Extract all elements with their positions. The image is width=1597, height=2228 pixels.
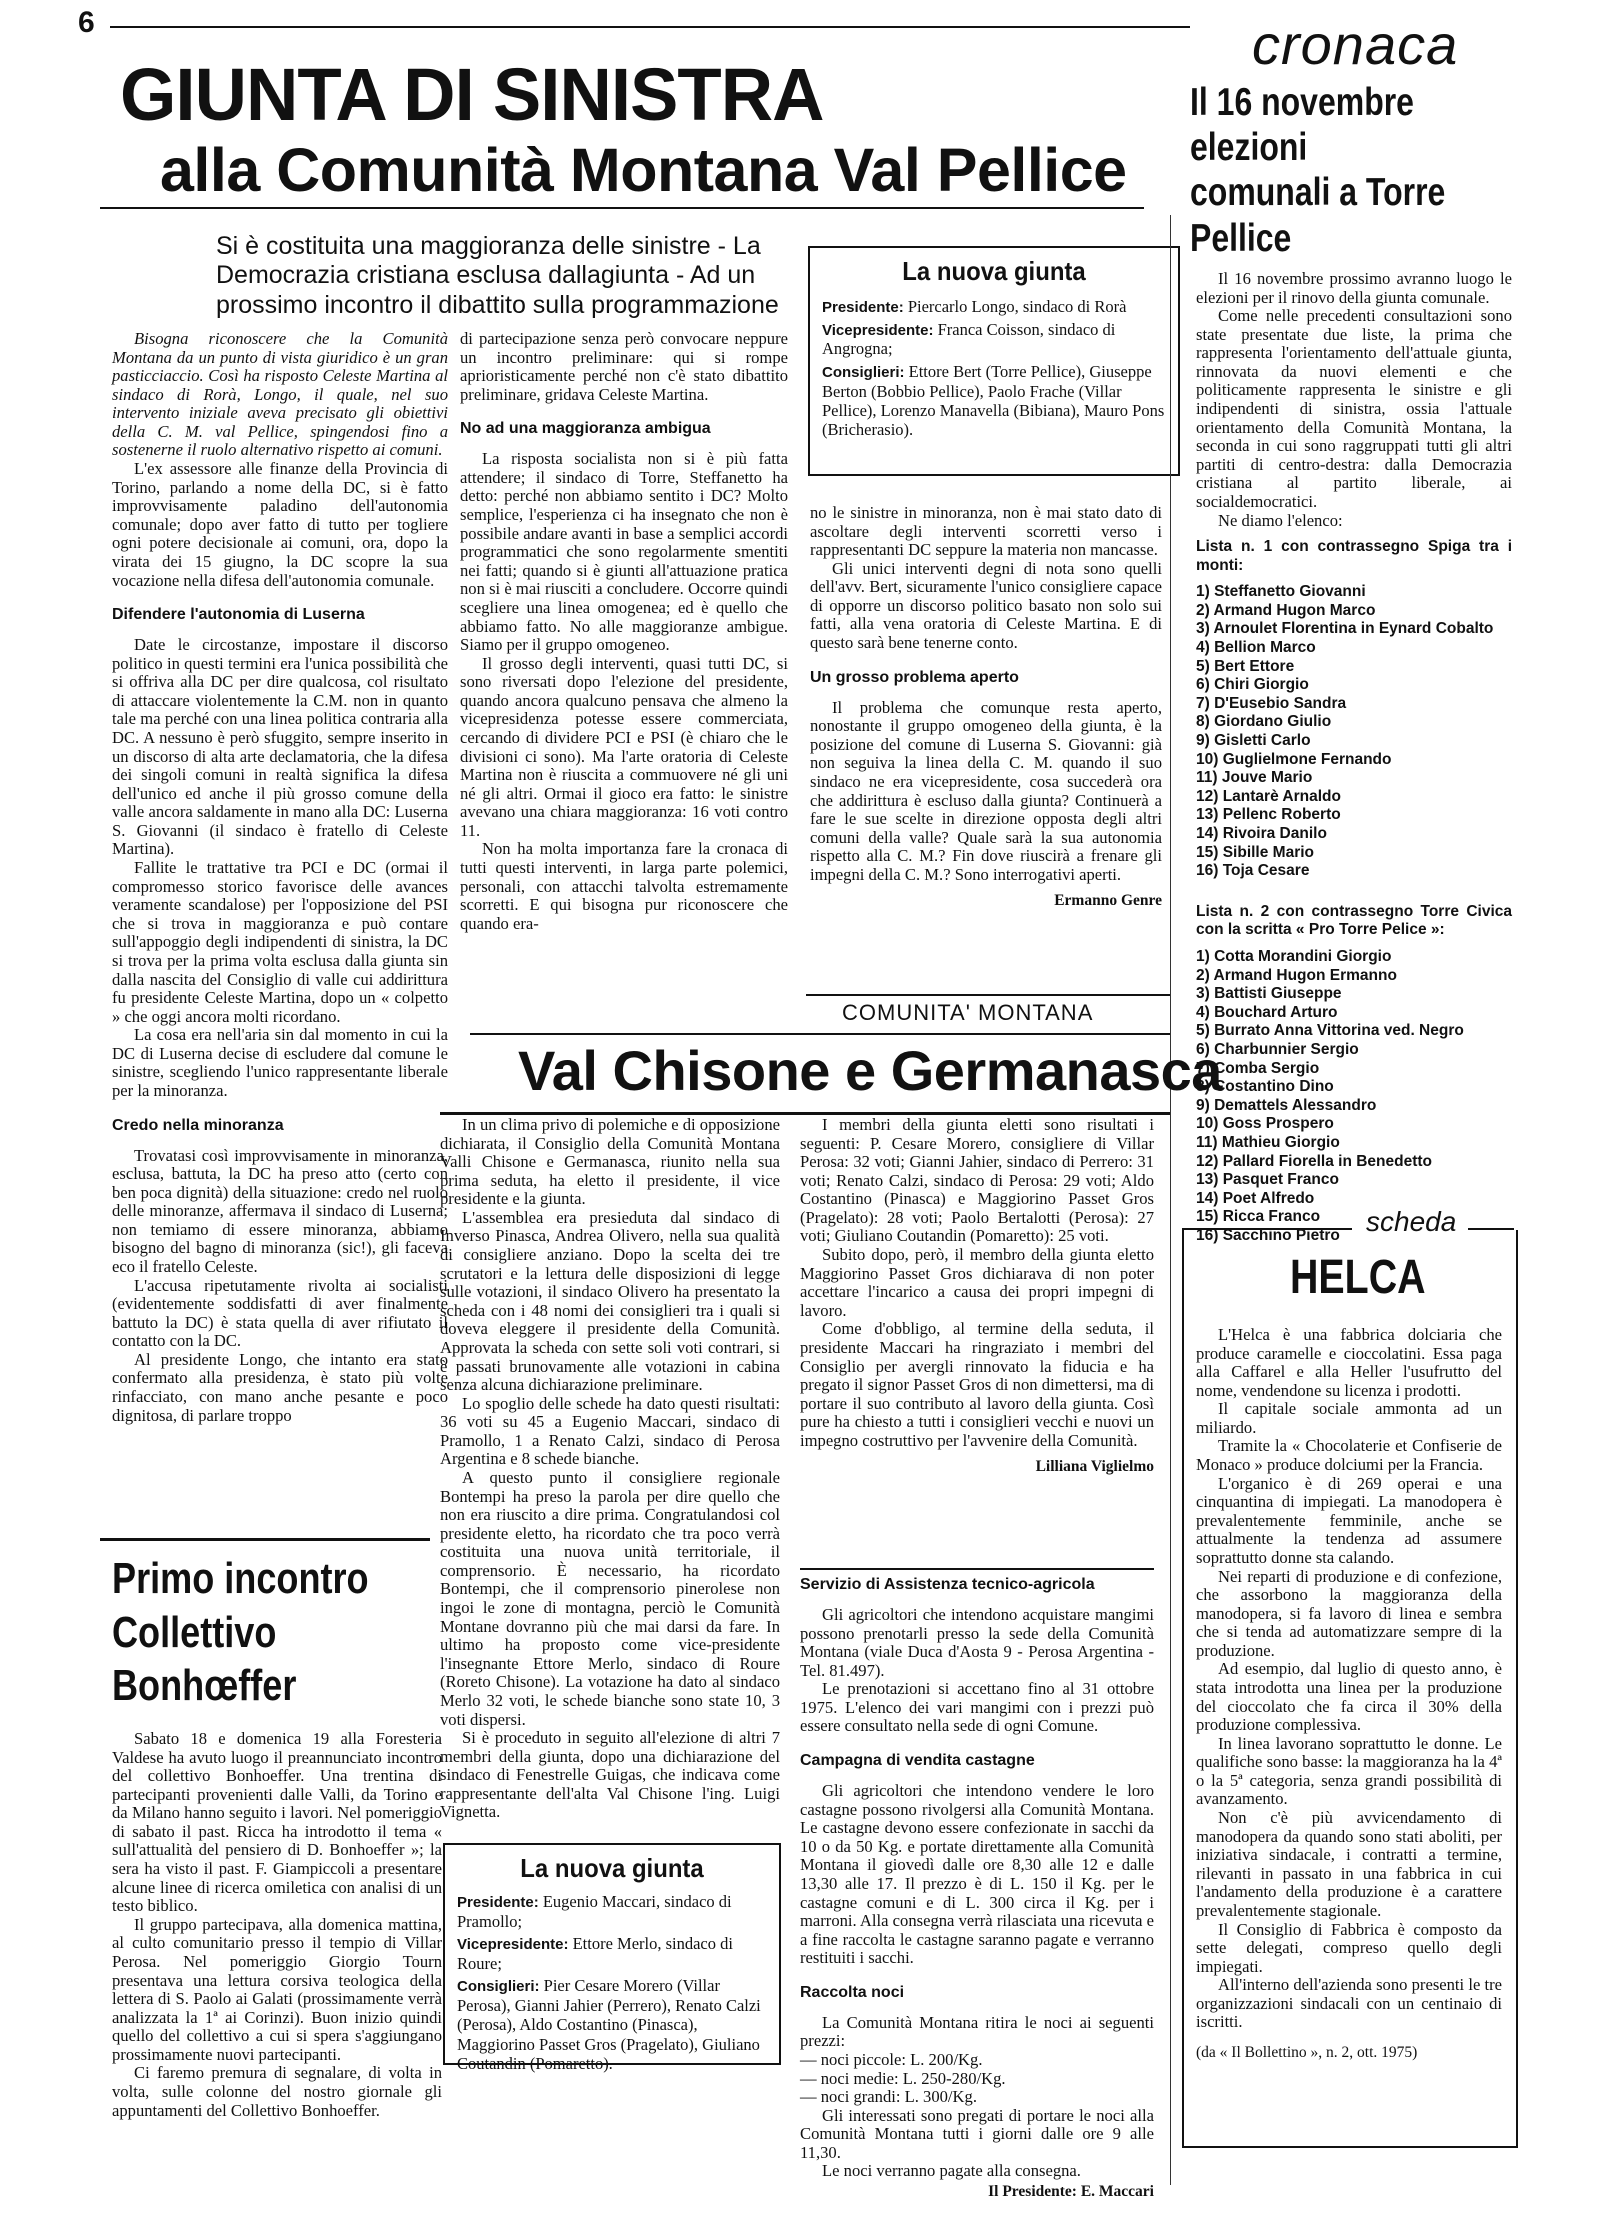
page-number: 6	[78, 6, 95, 39]
paragraph: Il 16 novembre prossimo avranno luogo le elezioni per il rinovo della giunta comunale.	[1196, 269, 1512, 307]
list-item: 2) Armand Hugon Ermanno	[1196, 966, 1397, 984]
helca-headline: HELCA	[1290, 1251, 1426, 1304]
list-1	[1196, 583, 1512, 881]
list-item: 6) Chiri Giorgio	[1196, 676, 1309, 694]
label: Presidente:	[457, 1894, 539, 1911]
value: Piercarlo Longo, sindaco di Rorà	[907, 297, 1127, 316]
subhead: Servizio di Assistenza tecnico-agricola	[800, 1576, 1095, 1593]
paragraph: Il grosso degli interventi, quasi tutti DC, si sono riversati dopo l'elezione del presidente, quando ancora qualcuno pensava che almeno la vicepresidenza potesse essere commerciata, cercando di dividere PCI e PSI (è chiaro che le divisioni ci sono). Ma l'arte oratoria di Celeste Martina non è riuscita a commuovere né gli uni né gli altri. Ormai il gioco era fatto: le sinistre avevano una chiara maggioranza: 16 voti contro 11.	[460, 653, 788, 840]
paragraph: no le sinistre in minoranza, non è mai stato dato di ascoltare degli interventi scorretti verso i rappresentanti DC seppure la materia non mancasse.	[810, 503, 1162, 560]
list-item: 11) Jouve Mario	[1196, 769, 1313, 787]
list-item: 15) Ricca Franco	[1196, 1208, 1321, 1226]
subhead: Difendere l'autonomia di Luserna	[112, 606, 365, 624]
paragraph: A questo punto il consigliere regionale Bontempi ha preso la parola per dire quello che non era riuscito a dire prima. Congratulandosi col presidente eletto, ha ricordato che tra poco verrà costituita una nuova unità territoriale, il comprensorio. È necessario, ha ricordato Bontempi, che il comprensorio pinerolese non ingoi le zone di montagna, perciò le Comunità Montane dovranno più che mai darsi da fare. In ultimo ha proposto come vice-presidente l'insegnante Ettore Merlo, sindaco di Roure (Roreto Chisone). La votazione ha dato al sindaco Merlo 32 voti, le schede bianche sono state 10, 3 voti dispersi.	[440, 1467, 780, 1729]
paragraph: Lo spoglio delle schede ha dato questi risultati: 36 voti su 45 a Eugenio Maccari, sindaco di Pramollo, 1 a Renato Calzi, sindaco di Perosa Argentina e 8 schede bianche.	[440, 1393, 780, 1469]
list-item: 14) Poet Alfredo	[1196, 1189, 1315, 1207]
list-item: 2) Armand Hugon Marco	[1196, 601, 1376, 619]
list-item: 11) Mathieu Giorgio	[1196, 1133, 1340, 1151]
paragraph: Il capitale sociale ammonta ad un miliardo.	[1196, 1399, 1502, 1437]
paragraph: Gli agricoltori che intendono acquistare mangimi possono prenotarli presso la sede della Comunità Montana (viale Duca d'Aosta 9 - Perosa Argentina - Tel. 81.497).	[800, 1605, 1154, 1680]
paragraph: Tramite la « Chocolaterie et Confiserie de Monaco » produce dolciumi per la Francia.	[1196, 1436, 1502, 1475]
paragraph: Gli interessati sono pregati di portare le noci alla Comunità Montana tutti i giorni dalle ore 9 alle 11,30.	[800, 2105, 1154, 2162]
label: Vicepresidente:	[457, 1936, 569, 1954]
paragraph: Gli unici interventi degni di nota sono quelli dell'avv. Bert, sicuramente l'unico consigliere capace di opporre un discorso politico basato non solo sui fatti, alla vena oratoria di Celeste Martina. E di questo sarà bene tenerne conto.	[810, 558, 1162, 653]
box-title: La nuova giunta	[902, 256, 1086, 286]
scheda-column	[1196, 1326, 1502, 2061]
list-item: 8) Costantino Dino	[1196, 1078, 1334, 1096]
paragraph: Come nelle precedenti consultazioni sono state presentate due liste, la prima che rappresenta l'orientamento dell'attuale giunta, rinnovata da nuovi elementi e che politicamente rappresenta le sinistre e gli indipendenti di sinistra, ossia l'attuale orientamento della Comunità Montana, la seconda in cui sono raggruppati tutti gli altri partiti di centro-destra: dalla Democrazia cristiana al partito liberale, ai socialdemocratici.	[1196, 306, 1512, 511]
list-1-title: Lista n. 1 con contrassegno Spiga tra i monti:	[1196, 538, 1512, 574]
giunta-box-pellice	[808, 246, 1180, 476]
paragraph: L'ex assessore alle finanze della Provincia di Torino, parlando a nome della DC, si è fatto improvvisamente paladino dell'autonomia comunale; dopo aver fatto di tutto per togliere ogni potere decisionale ai comuni, ora, dopo la virata dei 15 giugno, la DC scopre la sua vocazione nella difesa dell'autonomia comunale.	[112, 459, 448, 590]
main-column-1	[112, 330, 448, 1425]
paragraph: Nei reparti di produzione e di confezione, che assorbono la maggioranza della manodopera, si fa lavoro di linea e sembra che si tenda ad automatizzare sempre di la produzione.	[1196, 1566, 1502, 1660]
paragraph: Al presidente Longo, che intanto era stato confermato alla presidenza, è stato più volte rinfacciato, con mano anche pesante e poco dignitosa, di parlare troppo	[112, 1349, 448, 1425]
paragraph: In un clima privo di polemiche e di opposizione dichiarata, il Consiglio della Comunità Montana Valli Chisone e Germanasca, riunito nella sua prima seduta, ha eletto il presidente, il vice presidente e la giunta.	[440, 1115, 780, 1209]
giunta-box-chisone	[443, 1843, 781, 2074]
list-item: 4) Bellion Marco	[1196, 639, 1316, 657]
paragraph: Le noci verranno pagate alla consegna.	[822, 2161, 1081, 2181]
chisone-headline: Val Chisone e Germanasca	[518, 1039, 1222, 1102]
chisone-rule	[806, 994, 1170, 996]
list-item: 16) Sacchino Pietro	[1196, 1226, 1340, 1244]
list-item: 9) Gisletti Carlo	[1196, 732, 1311, 750]
servizio-rule	[800, 1568, 1154, 1570]
list-item: 15) Sibille Mario	[1196, 843, 1315, 861]
label: Presidente:	[822, 299, 904, 316]
list-item: 7) D'Eusebio Sandra	[1196, 694, 1347, 712]
byline: Ermanno Genre	[1054, 892, 1162, 910]
box-title: La nuova giunta	[520, 1853, 704, 1883]
paragraph: Fallite le trattative tra PCI e DC (ormai il compromesso storico favorisce delle avances veramente scandalose) per l'opposizione del PSI che si trova in maggioranza e può contare sull'appoggio degli indipendenti di sinistra, la DC si trova per la prima volta esclusa dalla giunta sin dalla nascita del Consiglio di valle cui addirittura fu presidente Celeste Martina, dopo un « colpetto » che oggi ancora molti ricordano.	[112, 858, 448, 1026]
paragraph: Il Consiglio di Fabbrica è composto da sette delegati, compreso quello degli impiegati.	[1196, 1919, 1502, 1976]
paragraph: Si è proceduto in seguito all'elezione di altri 7 membri della giunta, dopo una dichiarazione del sindaco di Fenestrelle Guigas, che indicava come rappresentante dell'alta Val Chisone l'ing. Luigi Vignetta.	[440, 1728, 780, 1822]
list-item: 10) Guglielmone Fernando	[1196, 750, 1392, 768]
list-item: 13) Pasquet Franco	[1196, 1171, 1339, 1189]
value: Eugenio Maccari, sindaco di Pramollo;	[457, 1892, 732, 1931]
main-column-3	[810, 504, 1162, 910]
list-item: 10) Goss Prospero	[1196, 1115, 1334, 1133]
chisone-column-1	[440, 1116, 780, 1822]
list-item: 5) Bert Ettore	[1196, 657, 1295, 675]
scheda-rule-left	[1182, 1228, 1352, 1230]
servizio-column	[800, 1576, 1154, 2201]
chisone-kicker: COMUNITA' MONTANA	[842, 1000, 1094, 1025]
list-2-title: Lista n. 2 con contrassegno Torre Civica con la scritta « Pro Torre Pelice »:	[1196, 902, 1512, 939]
paragraph: La cosa era nell'aria sin dal momento in cui la DC di Luserna decise di escludere dal comune le sinistre, scegliendo l'unico rappresentante liberale per la minoranza.	[112, 1025, 448, 1100]
chisone-rule-2	[470, 1033, 1170, 1035]
subhead: Un grosso problema aperto	[810, 668, 1019, 686]
paragraph: Non ha molta importanza fare la cronaca di tutti questi interventi, in larga parte polemici, personali, con attacchi talvolta estremamente scorretti. E qui bisogna pur riconoscere che quando era-	[460, 839, 788, 933]
paragraph: Date le circostanze, impostare il discorso politico in questi termini era l'unica possibilità che si offriva alla DC per dire qualcosa, col risultato di attaccare violentemente la C.M. non in quanto tale ma perché con una linea politica contraria alla DC. A nessuno è però sfuggito, sempre inserito in un discorso di alta arte declamatoria, che la difesa dei singoli comuni in realtà significa la difesa dell'unico ed anche il più grosso comune della valle ancora saldamente in mano alla DC: Luserna S. Giovanni (il sindaco è fratello di Celeste Martina).	[112, 635, 448, 859]
value: Pier Cesare Morero (Villar Perosa), Gianni Jahier (Perrero), Renato Calzi (Perosa), Aldo Costantino (Pinasca), Maggiorino Passet Gros (Pragelato), Giuliano Coutandin (Pomaretto).	[457, 1976, 761, 2074]
value: Ettore Bert (Torre Pellice), Giuseppe Berton (Bobbio Pellice), Paolo Frache (Villar Pellice), Lorenzo Manavella (Bibiana), Mauro Pons (Bricherasio).	[822, 361, 1165, 440]
list-item: 12) Pallard Fiorella in Benedetto	[1196, 1152, 1433, 1170]
scheda-rule-right	[1468, 1228, 1514, 1230]
list-item: 8) Giordano Giulio	[1196, 713, 1332, 731]
paragraph: Le prenotazioni si accettano fino al 31 ottobre 1975. L'elenco dei vari mangimi con i prezzi può essere consultato nella sede di ogni Comune.	[800, 1679, 1154, 1736]
list-item: 6) Charbunnier Sergio	[1196, 1040, 1359, 1058]
paragraph: Come d'obbligo, al termine della seduta, il presidente Maccari ha ringraziato i membri del Consiglio per avergli rinnovato la fiducia e ha pregato il signor Passet Gros di non dimettersi, ma di portare il suo contributo al lavoro della giunta. Così pure ha chiesto a tutti i consiglieri vecchi e nuovi un impegno costruttivo per l'avvenire della Comunità.	[800, 1319, 1154, 1450]
paragraph: Ne diamo l'elenco:	[1218, 510, 1343, 530]
paragraph: All'interno dell'azienda sono presenti le tre organizzazioni sindacali con un centinaio di iscritti.	[1196, 1975, 1502, 2032]
list-item: 9) Demattels Alessandro	[1196, 1096, 1377, 1114]
source-note: (da « Il Bollettino », n. 2, ott. 1975)	[1196, 2043, 1418, 2061]
paragraph: Ad esempio, dal luglio di questo anno, è stata introdotta una linea per la produzione del cioccolato che fa circa il 30% della produzione complessiva.	[1196, 1659, 1502, 1735]
subhead: Credo nella minoranza	[112, 1116, 284, 1134]
paragraph: I membri della giunta eletti sono risultati i seguenti: P. Cesare Morero, consigliere di Villar Perosa: 32 voti; Gianni Jahier, sindaco di Perrero: 31 voti; Renato Calzi, sindaco di Perosa: 29 voti; Aldo Costantino (Pinasca) e Maggiorino Passet Gros (Pragelato): 28 voti; Paolo Bertalotti (Perosa): 27 voti; Giuliano Coutandin (Pomaretto): 25 voti.	[800, 1115, 1154, 1246]
bonhoeffer-headline: Primo incontro Collettivo Bonhœffer	[112, 1554, 369, 1711]
list-item: 1) Steffanetto Giovanni	[1196, 583, 1366, 601]
list-item: 13) Pellenc Roberto	[1196, 806, 1341, 824]
paragraph: Subito dopo, però, il membro della giunta eletto Maggiorino Passet Gros dichiarava di non poter accettare l'incarico a causa dei propri impegni di lavoro.	[800, 1245, 1154, 1320]
label: Consiglieri:	[822, 363, 905, 381]
value: Ettore Merlo, sindaco di Roure;	[457, 1934, 733, 1973]
bonhoeffer-column	[112, 1730, 442, 2120]
list-item: 3) Arnoulet Florentina in Eynard Cobalto	[1196, 620, 1494, 638]
subhead: Raccolta noci	[800, 1983, 905, 2001]
label: Vicepresidente:	[822, 321, 934, 339]
paragraph: Sabato 18 e domenica 19 alla Foresteria Valdese ha avuto luogo il preannunciato incontro del collettivo Bonhoeffer. Una trentina di partecipanti provenienti dalle Valli, da Torino e da Milano hanno seguito i lavori. Nel pomeriggio di sabato il past. Ricca ha introdotto il tema « sull'attualità del pensiero di D. Bonhoeffer »; la sera ha visto il past. F. Giampiccoli a presentare alcune linee di ricerca omiletica con analisi di un testo biblico.	[112, 1729, 442, 1916]
list-item: 14) Rivoira Danilo	[1196, 825, 1327, 842]
label: Consiglieri:	[457, 1978, 540, 1996]
column-divider	[1170, 215, 1171, 2185]
paragraph: L'Helca è una fabbrica dolciaria che produce caramelle e cioccolatini. Essa paga alla Caffarel e alla Heller l'usufrutto del nome, vendendone su licenza i prodotti.	[1196, 1325, 1502, 1400]
section-rubric: cronaca	[1252, 13, 1459, 76]
paragraph: L'organico è di 269 operai e una cinquantina di impiegati. La manodopera è prevalentemente femminile, anche se attualmente la tendenza ad assumere soprattutto donne sta calando.	[1196, 1473, 1502, 1567]
list-item: 7) Comba Sergio	[1196, 1059, 1320, 1077]
headline-rule	[100, 207, 1144, 209]
chisone-column-2	[800, 1116, 1154, 1476]
paragraph: Trovatasi così improvvisamente in minoranza, esclusa, battuta, la DC ha preso atto (certo con ben poca dignità) della situazione: credo nel ruolo delle minoranze, affermava il sindaco di Luserna; non temiamo di essere minoranza, abbiamo bisogno del bagno di minoranza (sic!), gli faceva eco il fratello Celeste.	[112, 1145, 448, 1277]
list-item: 12) Lantarè Arnaldo	[1196, 787, 1341, 805]
paragraph: Il problema che comunque resta aperto, nonostante il gruppo omogeneo della giunta, è la posizione del comune di Luserna S. Giovanni: già non seguiva la linea della C. M. quando il suo sindaco ne era vicepresidente, cosa succederà ora che addirittura è escluso dalla giunta? Continuerà a fare le sue scelte in direzione opposta degli altri comuni della valle? Quale sarà la sua autonomia rispetto alla C. M.? Fin dove riuscirà a frenare gli impegni della C. M.? Sono interrogativi aperti.	[810, 697, 1162, 884]
paragraph: L'assemblea era presieduta dal sindaco di Inverso Pinasca, Andrea Olivero, nella sua qualità di consigliere anziano. Dopo la scelta dei tre scrutatori e la lettura delle disposizioni di legge sulle votazioni, il sindaco Olivero ha presentato la scheda con i 48 nomi dei consiglieri tra i quali si doveva eleggere il presidente della Comunità. Approvata la scheda con sette soli voti contrari, si è passati brunovamente alle votazioni in cabina senza alcuna dichiarazione preliminare.	[440, 1207, 780, 1395]
paragraph: Gli agricoltori che intendono vendere le loro castagne possono rivolgersi alla Comunità Montana. Le castagne devono essere confezionate in sacchi da 10 o da 50 Kg. e portate direttamente alla Comunità Montana il giovedì dalle ore 8,30 alle 12 e dalle 13,30 alle 17. Il prezzo è di L. 150 il Kg. per le castagne comuni e di L. 300 circa il Kg. per i marroni. Alla consegna verrà rilasciata una ricevuta e a fine raccolta le castagne saranno pagate e verranno restituiti i sacchi.	[800, 1781, 1154, 1968]
paragraph: L'accusa ripetutamente rivolta ai socialisti (evidentemente soddisfatti di aver finalmente battuto la DC) è stata quella di aver rifiutato il contatto con la DC.	[112, 1275, 448, 1351]
bonhoeffer-rule	[100, 1538, 430, 1541]
scheda-tag: scheda	[1362, 1206, 1460, 1238]
list-item: 3) Battisti Giuseppe	[1196, 985, 1342, 1003]
side-column	[1196, 270, 1512, 1245]
price-item: — noci medie: L. 250-280/Kg.	[800, 2068, 1006, 2088]
side-headline: Il 16 novembre elezioni comunali a Torre Pellice	[1190, 81, 1446, 260]
paragraph: Bisogna riconoscere che la Comunità Montana da un punto di vista giuridico è un gran pasticciaccio. Così ha risposto Celeste Martina al sindaco di Rorà, Longo, il quale, nel suo intervento iniziale aveva precisato gli obiettivi della C. M. val Pellice, spingendosi fino a sostenerne il ruolo alternativo rispetto ai comuni.	[112, 329, 448, 460]
paragraph: La Comunità Montana ritira le noci ai seguenti prezzi:	[800, 2012, 1154, 2051]
subhead: Campagna di vendita castagne	[800, 1752, 1035, 1770]
price-item: — noci piccole: L. 200/Kg.	[800, 2049, 983, 2069]
list-item: 5) Burrato Anna Vittorina ved. Negro	[1196, 1022, 1464, 1040]
main-subheadline: alla Comunità Montana Val Pellice	[160, 136, 1127, 204]
paragraph: La risposta socialista non si è più fatta attendere; il sindaco di Torre, Steffanetto ha detto: perché non abbiamo sentito i DC? Molto semplice, l'esperienza ci ha insegnato che non è possibile andare avanti in base a semplici accordi programmatici che sono regolarmente smentiti nei fatti; quando si è giunti all'attuazione pratica non si è mai riusciti a concludere. Occorre quindi scegliere una linea omogenea; ed è quello che abbiamo fatto. No alle maggioranze ambigue. Siamo per il gruppo omogeneo.	[460, 449, 788, 655]
list-item: 1) Cotta Morandini Giorgio	[1196, 947, 1392, 965]
value: Franca Coisson, sindaco di Angrogna;	[822, 319, 1116, 359]
main-headline: GIUNTA DI SINISTRA	[120, 53, 824, 136]
subhead: No ad una maggioranza ambigua	[460, 420, 711, 438]
top-rule	[110, 26, 1190, 28]
list-item: 16) Toja Cesare	[1196, 862, 1310, 880]
list-item: 4) Bouchard Arturo	[1196, 1003, 1338, 1021]
price-list	[800, 2051, 1154, 2107]
paragraph: Il gruppo partecipava, alla domenica mattina, al culto comunitario presso il tempio di Villar Perosa. Nel pomeriggio Giorgio Tourn presentava una lettura corsiva teologica della lettera di S. Paolo ai Galati (prossimamente verrà analizzata la 1ª ai Corinzi). Buon inizio quindi quello del collettivo a cui si spera s'aggiungano prossimamente nuovi partecipanti.	[112, 1914, 442, 2064]
list-2	[1196, 948, 1512, 1246]
price-item: — noci grandi: L. 300/Kg.	[800, 2087, 977, 2107]
paragraph: In linea lavorano soprattutto le donne. Le qualifiche sono basse: la maggioranza ha la 4ª o la 5ª categoria, senza grandi possibilità di avanzamento.	[1196, 1733, 1502, 1809]
byline: Il Presidente: E. Maccari	[988, 2183, 1154, 2201]
main-deck: Si è costituita una maggioranza delle sinistre - La Democrazia cristiana esclusa dallagiunta - Ad un prossimo incontro il dibattito sulla programmazione	[216, 232, 779, 319]
paragraph: di partecipazione senza però convocare neppure un incontro preliminare: qui si rompe aprioristicamente perché non c'è stato dibattito preliminare, gridava Celeste Martina.	[460, 329, 788, 404]
paragraph: Non c'è più avvicendamento di manodopera da quando sono stati aboliti, per iniziativa sindacale, i contratti a termine, rilevanti in passato in una fabbrica in cui l'andamento della produzione è a carattere prevalentemente stagionale.	[1196, 1808, 1502, 1920]
byline: Lilliana Viglielmo	[1035, 1458, 1154, 1476]
paragraph: Ci faremo premura di segnalare, di volta in volta, sulle colonne del nostro giornale gli appuntamenti del Collettivo Bonhoeffer.	[112, 2063, 442, 2120]
main-column-2	[460, 330, 788, 933]
